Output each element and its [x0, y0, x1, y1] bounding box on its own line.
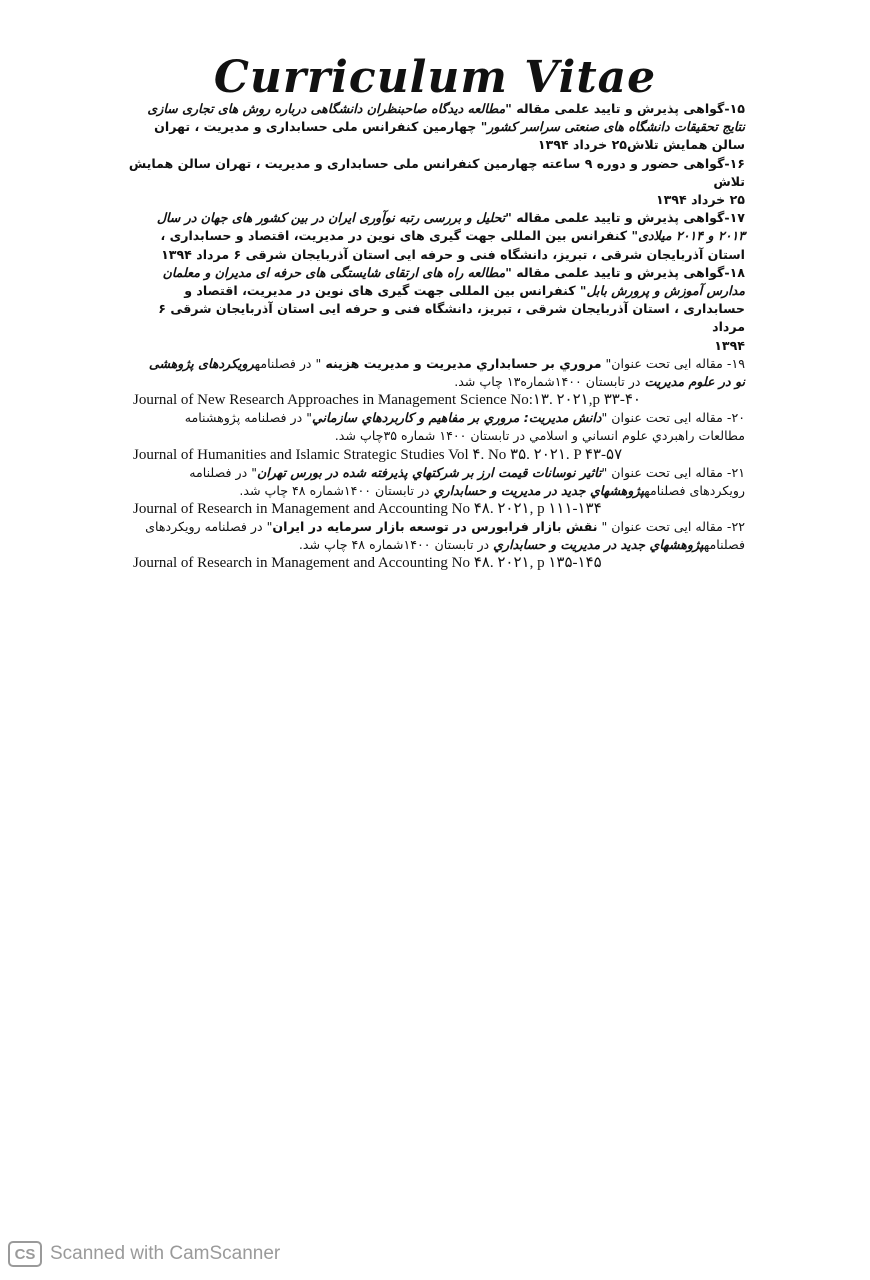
entry-18-line-1: ۱۸-گواهی پذیرش و تایید علمی مقاله "مطالعه راه های ارتقای شایستگی های حرفه ای مدیران و معلمان [162, 264, 745, 280]
entry-22 [125, 518, 745, 572]
entry-18-line-3: حسابداری ، استان آذربایجان شرقی ، تبریز، دانشگاه فنی و حرفه ایی استان آذربایجان شرقی ۶ مرداد [158, 301, 745, 335]
entry-17-line-3: استان آذربایجان شرقی ، تبریز، دانشگاه فنی و حرفه ایی استان آذربایجان شرقی ۶ مرداد ۱۳۹۴ [161, 246, 745, 262]
entry-20-line-2: مطالعات راهبردي علوم انساني و اسلامي در تابستان ۱۴۰۰ شماره ۳۵چاپ شد. [334, 428, 745, 444]
entry-22-line-1: ۲۲- مقاله ایی تحت عنوان " نقش بازار فرابورس در توسعه بازار سرمایه در ایران" در فصلنامه رویکردهای [145, 519, 745, 535]
entry-21-line-1: ۲۱- مقاله ایی تحت عنوان "تاثیر نوسانات قیمت ارز بر شرکتهاي پذیرفته شده در بورس تهران" در فصلنامه [189, 464, 745, 480]
entry-20-journal: Journal of Humanities and Islamic Strategic Studies Vol ۴. No ۳۵. ۲۰۲۱. P ۴۳-۵۷ [133, 446, 623, 463]
entry-22-line-2: فصلنامهپژوهشهاي جدید در مدیریت و حسابداري در تابستان ۱۴۰۰شماره ۴۸ چاپ شد. [298, 537, 745, 553]
entry-19-line-2: نو در علوم مدیریت در تابستان ۱۴۰۰شماره۱۳ چاپ شد. [454, 374, 745, 390]
entry-19-line-1: ۱۹- مقاله ایی تحت عنوان" مروري بر حسابداري مديريت و مديريت هزينه " در فصلنامهرویکردهای پژوهشی [148, 355, 745, 371]
entry-16-line-1: ۱۶-گواهی حضور و دوره ۹ ساعته چهارمین کنفرانس ملی حسابداری و مدیریت ، تهران سالن همایش تلاش [128, 155, 745, 189]
cv-entries [125, 100, 745, 572]
entry-15 [125, 100, 745, 155]
entry-22-journal: Journal of Research in Management and Accounting No ۴۸. ۲۰۲۱, p ۱۳۵-۱۴۵ [133, 555, 602, 572]
entry-21-journal: Journal of Research in Management and Accounting No ۴۸. ۲۰۲۱, p ۱۱۱-۱۳۴ [133, 501, 602, 518]
entry-16 [125, 155, 745, 210]
entry-16-line-2: ۲۵ خرداد ۱۳۹۴ [655, 192, 745, 208]
entry-19-journal: Journal of New Research Approaches in Management Science No:۱۳. ۲۰۲۱,p ۳۳-۴۰ [133, 392, 641, 409]
page-title: Curriculum Vitae [213, 52, 657, 103]
entry-20 [125, 409, 745, 463]
entry-19 [125, 355, 745, 409]
entry-20-line-1: ۲۰- مقاله ایی تحت عنوان "دانش مدیریت: مروري بر مفاهیم و کاربردهاي سازماني" در فصلنامه پژوهشنامه [184, 410, 745, 426]
entry-15-line-3: سالن همایش تلاش۲۵ خرداد ۱۳۹۴ [537, 137, 745, 153]
entry-17-line-2: ۲۰۱۳ و ۲۰۱۴ میلادی" کنفرانس بین المللی جهت گیری های نوین در مدیریت، اقتصاد و حسابداری ، [160, 228, 745, 244]
entry-17-line-1: ۱۷-گواهی پذیرش و تایید علمی مقاله "تحلیل و بررسی رتبه نوآوری ایران در بین کشور های جهان در سال [156, 210, 745, 226]
entry-17 [125, 209, 745, 264]
entry-18-line-2: مدارس آموزش و پرورش بابل" کنفرانس بین المللی جهت گیری های نوین در مدیریت، اقتصاد و [184, 283, 745, 299]
entry-21-line-2: رویکردهای فصلنامهپژوهشهاي جدید در مدیریت و حسابداري در تابستان ۱۴۰۰شماره ۴۸ چاپ شد. [239, 482, 745, 498]
camscanner-logo-icon: CS [8, 1241, 42, 1267]
scanner-watermark [8, 1240, 280, 1268]
entry-18 [125, 264, 745, 355]
entry-18-line-4: ۱۳۹۴ [714, 337, 745, 353]
entry-15-line-2: نتایج تحقیقات دانشگاه های صنعتی سراسر کشور" چهارمین کنفرانس ملی حسابداری و مدیریت ، تهران [154, 119, 745, 135]
entry-21 [125, 464, 745, 518]
entry-15-line-1: ۱۵-گواهی پذیرش و تایید علمی مقاله "مطالعه دیدگاه صاحبنظران دانشگاهی درباره روش های تجاری سازی [147, 101, 745, 116]
watermark-text: Scanned with CamScanner [50, 1243, 281, 1264]
